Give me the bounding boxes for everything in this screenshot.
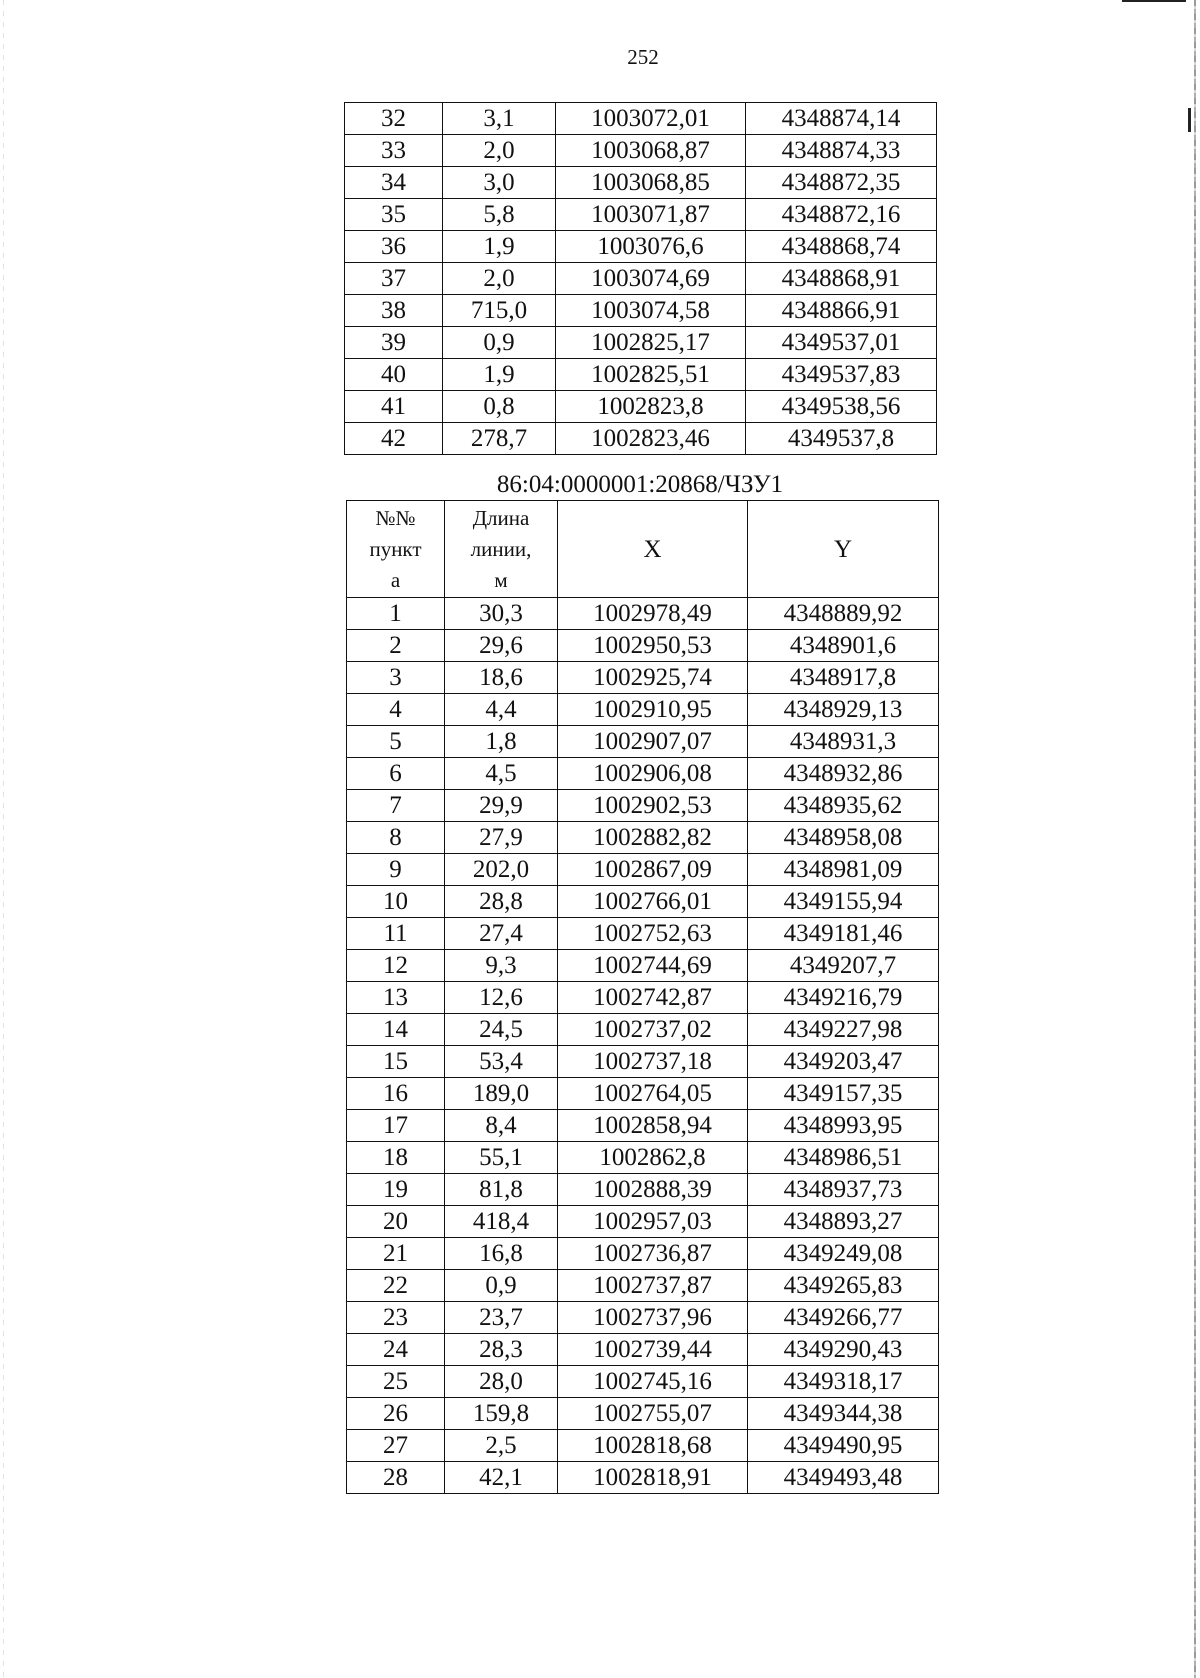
cell-length: 9,3	[445, 950, 558, 982]
cell-x: 1003068,85	[556, 167, 746, 199]
cell-x: 1003071,87	[556, 199, 746, 231]
table-row	[347, 694, 939, 726]
table-row	[345, 135, 937, 167]
cell-length: 2,5	[445, 1430, 558, 1462]
cell-y: 4348868,74	[746, 231, 937, 263]
cell-point: 12	[347, 950, 445, 982]
cell-x: 1002888,39	[558, 1174, 748, 1206]
cell-point: 34	[345, 167, 443, 199]
cell-length: 23,7	[445, 1302, 558, 1334]
cell-y: 4348901,6	[748, 630, 939, 662]
table-row	[345, 391, 937, 423]
cell-point: 19	[347, 1174, 445, 1206]
cell-y: 4348874,14	[746, 103, 937, 135]
cell-x: 1003072,01	[556, 103, 746, 135]
cell-x: 1002825,51	[556, 359, 746, 391]
cell-x: 1002910,95	[558, 694, 748, 726]
cell-y: 4348937,73	[748, 1174, 939, 1206]
cell-length: 189,0	[445, 1078, 558, 1110]
cell-y: 4348932,86	[748, 758, 939, 790]
cell-point: 42	[345, 423, 443, 455]
cell-length: 1,9	[443, 359, 556, 391]
cell-x: 1002744,69	[558, 950, 748, 982]
cell-length: 29,9	[445, 790, 558, 822]
cell-x: 1002858,94	[558, 1110, 748, 1142]
cell-x: 1002737,96	[558, 1302, 748, 1334]
table-row	[347, 1430, 939, 1462]
header-point-line2: пункт	[369, 536, 422, 561]
header-y: Y	[748, 501, 939, 598]
cell-point: 22	[347, 1270, 445, 1302]
cell-length: 28,0	[445, 1366, 558, 1398]
cell-y: 4349538,56	[746, 391, 937, 423]
cell-length: 1,9	[443, 231, 556, 263]
table-row	[347, 598, 939, 630]
table-row	[347, 1462, 939, 1494]
cell-y: 4348893,27	[748, 1206, 939, 1238]
table-row	[347, 1110, 939, 1142]
table-row	[347, 854, 939, 886]
cell-length: 81,8	[445, 1174, 558, 1206]
cell-point: 33	[345, 135, 443, 167]
cell-point: 11	[347, 918, 445, 950]
table-row	[347, 1398, 939, 1430]
cell-point: 23	[347, 1302, 445, 1334]
header-length-line1: Длина	[472, 505, 530, 530]
cell-x: 1002902,53	[558, 790, 748, 822]
cell-y: 4348872,16	[746, 199, 937, 231]
cell-y: 4349203,47	[748, 1046, 939, 1078]
cell-point: 10	[347, 886, 445, 918]
scan-side-tick	[1188, 108, 1191, 132]
cell-length: 24,5	[445, 1014, 558, 1046]
cell-length: 5,8	[443, 199, 556, 231]
table-row	[347, 1206, 939, 1238]
cell-y: 4348986,51	[748, 1142, 939, 1174]
cell-length: 418,4	[445, 1206, 558, 1238]
coordinates-table-body	[347, 598, 939, 1494]
cell-x: 1002862,8	[558, 1142, 748, 1174]
table-row	[347, 1174, 939, 1206]
table-row	[345, 359, 937, 391]
cell-x: 1002737,18	[558, 1046, 748, 1078]
header-x: X	[558, 501, 748, 598]
cell-point: 9	[347, 854, 445, 886]
cell-y: 4348981,09	[748, 854, 939, 886]
cell-x: 1002825,17	[556, 327, 746, 359]
table-row	[347, 630, 939, 662]
cell-y: 4349216,79	[748, 982, 939, 1014]
cell-length: 27,9	[445, 822, 558, 854]
cell-x: 1003074,58	[556, 295, 746, 327]
cell-x: 1002739,44	[558, 1334, 748, 1366]
cell-y: 4348889,92	[748, 598, 939, 630]
cell-x: 1002745,16	[558, 1366, 748, 1398]
cell-point: 27	[347, 1430, 445, 1462]
table-row	[347, 1302, 939, 1334]
cell-x: 1002950,53	[558, 630, 748, 662]
cell-length: 42,1	[445, 1462, 558, 1494]
cell-point: 32	[345, 103, 443, 135]
cell-x: 1002957,03	[558, 1206, 748, 1238]
cell-x: 1002818,68	[558, 1430, 748, 1462]
cell-point: 6	[347, 758, 445, 790]
scan-corner-mark	[1122, 0, 1186, 2]
cell-y: 4349493,48	[748, 1462, 939, 1494]
table-row	[347, 982, 939, 1014]
cell-y: 4348935,62	[748, 790, 939, 822]
table-row	[345, 263, 937, 295]
cell-point: 36	[345, 231, 443, 263]
cell-y: 4349207,7	[748, 950, 939, 982]
cell-point: 15	[347, 1046, 445, 1078]
header-line-length	[445, 501, 558, 598]
table-row	[347, 950, 939, 982]
cell-point: 26	[347, 1398, 445, 1430]
header-point-number	[347, 501, 445, 598]
page-number: 252	[627, 45, 659, 69]
cell-point: 41	[345, 391, 443, 423]
table-row	[347, 1142, 939, 1174]
table-row	[345, 423, 937, 455]
cell-point: 37	[345, 263, 443, 295]
cell-y: 4349155,94	[748, 886, 939, 918]
cell-point: 8	[347, 822, 445, 854]
cell-point: 16	[347, 1078, 445, 1110]
table-row	[347, 1366, 939, 1398]
cell-length: 1,8	[445, 726, 558, 758]
cell-length: 27,4	[445, 918, 558, 950]
cell-length: 278,7	[443, 423, 556, 455]
cell-length: 8,4	[445, 1110, 558, 1142]
cell-length: 28,8	[445, 886, 558, 918]
cell-y: 4348931,3	[748, 726, 939, 758]
cell-y: 4349490,95	[748, 1430, 939, 1462]
cell-length: 3,0	[443, 167, 556, 199]
cell-length: 3,1	[443, 103, 556, 135]
cell-x: 1003068,87	[556, 135, 746, 167]
cell-point: 25	[347, 1366, 445, 1398]
cell-y: 4349537,83	[746, 359, 937, 391]
cell-x: 1002737,02	[558, 1014, 748, 1046]
cell-x: 1002737,87	[558, 1270, 748, 1302]
cell-y: 4349227,98	[748, 1014, 939, 1046]
cell-x: 1003074,69	[556, 263, 746, 295]
cell-x: 1002736,87	[558, 1238, 748, 1270]
cell-x: 1002764,05	[558, 1078, 748, 1110]
cell-point: 13	[347, 982, 445, 1014]
cell-point: 7	[347, 790, 445, 822]
cell-point: 18	[347, 1142, 445, 1174]
cell-y: 4349266,77	[748, 1302, 939, 1334]
cell-point: 28	[347, 1462, 445, 1494]
cell-x: 1002755,07	[558, 1398, 748, 1430]
cell-point: 3	[347, 662, 445, 694]
cell-y: 4348866,91	[746, 295, 937, 327]
header-length-line2: линии,	[470, 536, 532, 561]
cell-length: 29,6	[445, 630, 558, 662]
cell-x: 1002823,46	[556, 423, 746, 455]
coordinates-table-header	[347, 501, 939, 598]
cell-length: 12,6	[445, 982, 558, 1014]
cell-length: 0,9	[443, 327, 556, 359]
section-caption: 86:04:0000001:20868/ЧЗУ1	[496, 471, 784, 498]
cell-x: 1002823,8	[556, 391, 746, 423]
cell-x: 1002752,63	[558, 918, 748, 950]
cell-point: 2	[347, 630, 445, 662]
table-row	[347, 918, 939, 950]
cell-point: 21	[347, 1238, 445, 1270]
table-row	[347, 1334, 939, 1366]
table-row	[347, 1014, 939, 1046]
table-row	[347, 1238, 939, 1270]
cell-length: 715,0	[443, 295, 556, 327]
cell-y: 4349290,43	[748, 1334, 939, 1366]
cell-point: 38	[345, 295, 443, 327]
table-row	[345, 199, 937, 231]
table-row	[347, 790, 939, 822]
table-row	[347, 822, 939, 854]
cell-length: 53,4	[445, 1046, 558, 1078]
cell-point: 1	[347, 598, 445, 630]
scan-right-edge	[1194, 0, 1196, 1678]
cell-point: 20	[347, 1206, 445, 1238]
cell-length: 0,8	[443, 391, 556, 423]
cell-y: 4348917,8	[748, 662, 939, 694]
cell-length: 202,0	[445, 854, 558, 886]
cell-y: 4348958,08	[748, 822, 939, 854]
cell-point: 14	[347, 1014, 445, 1046]
cell-x: 1002766,01	[558, 886, 748, 918]
cell-y: 4349344,38	[748, 1398, 939, 1430]
table-row	[347, 758, 939, 790]
header-point-line3: а	[390, 567, 401, 592]
cell-length: 2,0	[443, 135, 556, 167]
cell-x: 1002907,07	[558, 726, 748, 758]
table-row	[347, 886, 939, 918]
cell-y: 4348874,33	[746, 135, 937, 167]
cell-y: 4348872,35	[746, 167, 937, 199]
cell-y: 4349537,01	[746, 327, 937, 359]
header-row	[347, 501, 939, 598]
cell-length: 30,3	[445, 598, 558, 630]
cell-y: 4348868,91	[746, 263, 937, 295]
table-row	[345, 327, 937, 359]
cell-x: 1002867,09	[558, 854, 748, 886]
table-row	[345, 295, 937, 327]
cell-point: 17	[347, 1110, 445, 1142]
scan-left-edge	[3, 0, 4, 1678]
coordinates-table-continued	[344, 102, 937, 455]
cell-length: 28,3	[445, 1334, 558, 1366]
cell-x: 1002978,49	[558, 598, 748, 630]
cell-point: 39	[345, 327, 443, 359]
cell-point: 24	[347, 1334, 445, 1366]
cell-length: 55,1	[445, 1142, 558, 1174]
cell-y: 4349181,46	[748, 918, 939, 950]
table-row	[347, 1270, 939, 1302]
table-row	[345, 103, 937, 135]
cell-length: 159,8	[445, 1398, 558, 1430]
cell-length: 16,8	[445, 1238, 558, 1270]
cell-x: 1002882,82	[558, 822, 748, 854]
table-row	[347, 662, 939, 694]
table-row	[345, 167, 937, 199]
table-row	[347, 726, 939, 758]
table-row	[345, 231, 937, 263]
cell-y: 4349318,17	[748, 1366, 939, 1398]
cell-y: 4348993,95	[748, 1110, 939, 1142]
cell-point: 4	[347, 694, 445, 726]
cell-y: 4349265,83	[748, 1270, 939, 1302]
cell-x: 1002742,87	[558, 982, 748, 1014]
cell-y: 4349249,08	[748, 1238, 939, 1270]
cell-x: 1003076,6	[556, 231, 746, 263]
header-length-line3: м	[494, 567, 508, 592]
coordinates-table-continued-body	[345, 103, 937, 455]
cell-length: 0,9	[445, 1270, 558, 1302]
header-point-line1: №№	[375, 505, 416, 530]
cell-y: 4349157,35	[748, 1078, 939, 1110]
cell-point: 35	[345, 199, 443, 231]
cell-y: 4348929,13	[748, 694, 939, 726]
cell-x: 1002818,91	[558, 1462, 748, 1494]
cell-y: 4349537,8	[746, 423, 937, 455]
cell-point: 5	[347, 726, 445, 758]
table-row	[347, 1078, 939, 1110]
cell-point: 40	[345, 359, 443, 391]
cell-length: 2,0	[443, 263, 556, 295]
cell-length: 4,4	[445, 694, 558, 726]
coordinates-table	[346, 500, 939, 1494]
cell-length: 4,5	[445, 758, 558, 790]
cell-x: 1002906,08	[558, 758, 748, 790]
cell-length: 18,6	[445, 662, 558, 694]
table-row	[347, 1046, 939, 1078]
cell-x: 1002925,74	[558, 662, 748, 694]
